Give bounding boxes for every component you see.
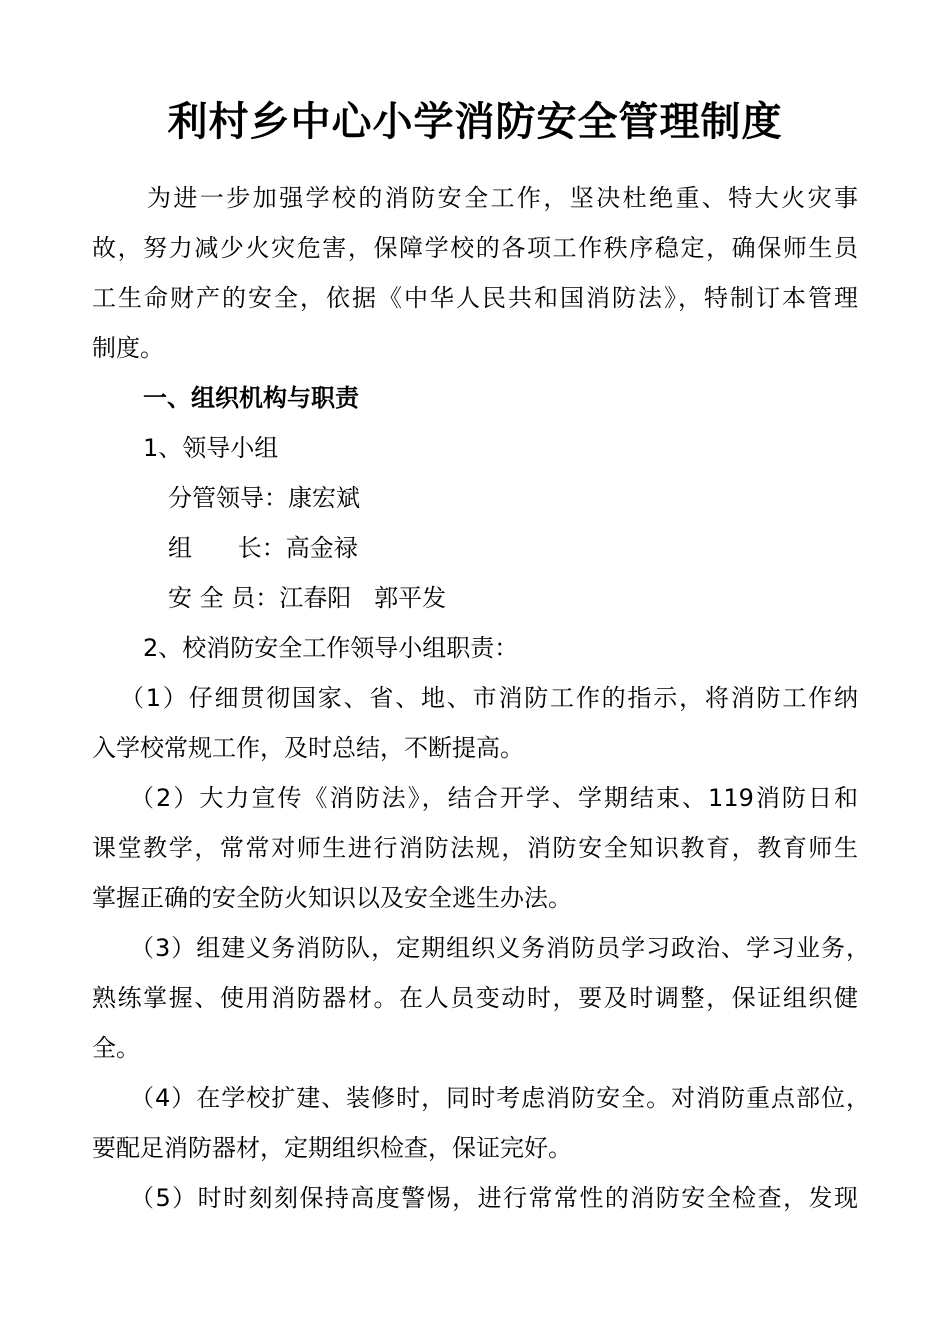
member-line-1: 分管领导：康宏斌 [168, 484, 360, 512]
intro-line-1: 为进一步加强学校的消防安全工作，坚决杜绝重、特大火灾事 [147, 184, 858, 212]
duty-3-line-2: 熟练掌握、使用消防器材。在人员变动时，要及时调整，保证组织健 [92, 984, 858, 1012]
duty-3-line-3: 全。 [92, 1034, 140, 1062]
duty-1-line-2: 入学校常规工作，及时总结，不断提高。 [92, 734, 524, 762]
intro-line-4: 制度。 [92, 334, 164, 362]
subsection-heading-leadership: 1、领导小组 [143, 434, 279, 462]
section-heading: 一、组织机构与职责 [143, 384, 359, 412]
duty-3-line-1: （3）组建义务消防队，定期组织义务消防员学习政治、学习业务， [130, 934, 870, 962]
duty-5-line-1: （5）时时刻刻保持高度警惕，进行常常性的消防安全检查，发现 [130, 1184, 858, 1212]
member-line-3: 安 全 员：江春阳 郭平发 [168, 584, 447, 612]
duty-4-line-1: （4）在学校扩建、装修时，同时考虑消防安全。对消防重点部位， [130, 1084, 870, 1112]
document-title: 利村乡中心小学消防安全管理制度 [167, 99, 783, 145]
duty-2-line-1: （2）大力宣传《消防法》，结合开学、学期结束、119消防日和 [130, 784, 858, 812]
duty-2-line-3: 掌握正确的安全防火知识以及安全逃生办法。 [92, 884, 572, 912]
duty-2-line-2: 课堂教学，常常对师生进行消防法规，消防安全知识教育，教育师生 [92, 834, 858, 862]
member-line-2: 组 长：高金禄 [168, 534, 358, 562]
subsection-heading-duties: 2、校消防安全工作领导小组职责： [143, 634, 519, 662]
duty-1-line-1: （1）仔细贯彻国家、省、地、市消防工作的指示，将消防工作纳 [120, 684, 858, 712]
duty-4-line-2: 要配足消防器材，定期组织检查，保证完好。 [92, 1134, 572, 1162]
intro-line-2: 故，努力减少火灾危害，保障学校的各项工作秩序稳定，确保师生员 [92, 234, 858, 262]
intro-line-3: 工生命财产的安全，依据《中华人民共和国消防法》，特制订本管理 [92, 284, 858, 312]
